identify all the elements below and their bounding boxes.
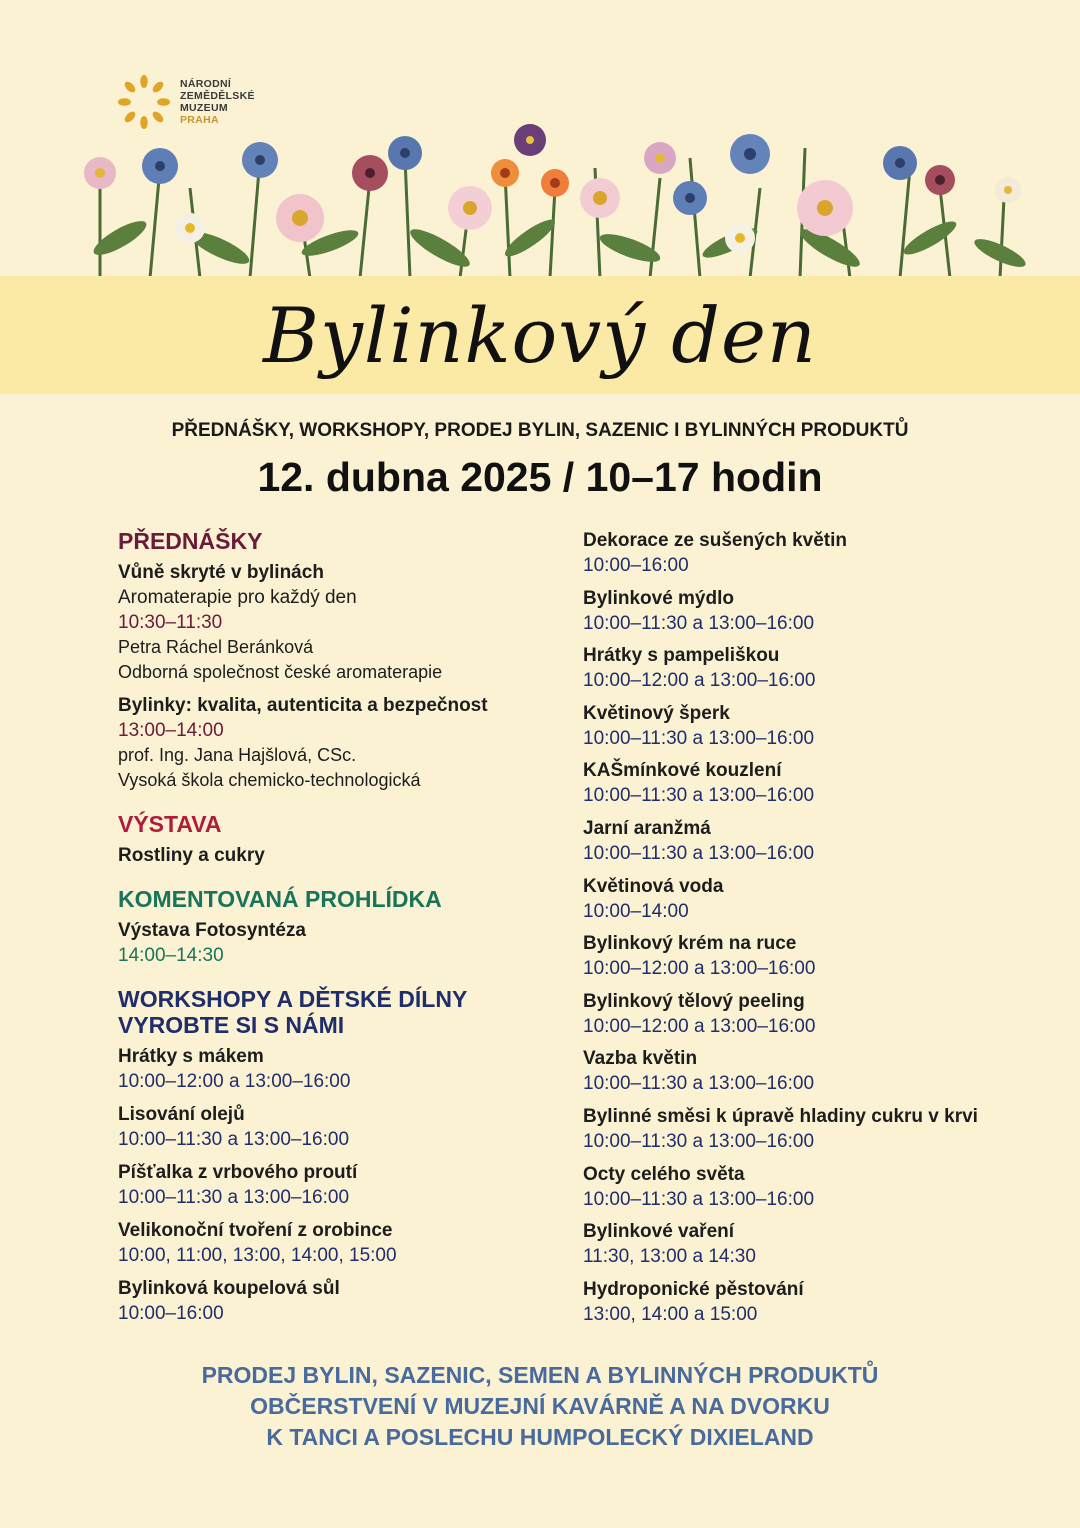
workshop-item	[583, 1162, 1023, 1220]
event-date: 12. dubna 2025 / 10–17 hodin	[257, 454, 823, 500]
workshop-item	[583, 701, 1023, 759]
footer-line-1: PRODEJ BYLIN, SAZENIC, SEMEN A BYLINNÝCH PRODUKTŮ	[201, 1362, 879, 1388]
exhibition-title: Rostliny a cukry	[118, 845, 265, 866]
footer-line-3: K TANCI A POSLECHU HUMPOLECKÝ DIXIELAND	[266, 1424, 814, 1450]
lecture-subtitle: Aromaterapie pro každý den	[118, 587, 357, 608]
workshop-title: Hrátky s pampeliškou	[583, 645, 780, 667]
workshop-title: Květinový šperk	[583, 702, 730, 724]
workshop-item	[583, 1219, 1023, 1277]
lecture-title: Vůně skryté v bylinách	[118, 562, 324, 583]
workshop-item	[583, 874, 1023, 932]
workshop-item	[583, 758, 1023, 816]
tour-title: Výstava Fotosyntéza	[118, 920, 306, 941]
workshop-time: 10:00–12:00 a 13:00–16:00	[583, 670, 816, 692]
workshop-time: 10:00–11:30 a 13:00–16:00	[583, 785, 815, 807]
workshop-title: Hydroponické pěstování	[583, 1278, 804, 1300]
lecture-item	[118, 560, 558, 685]
logo-line-4: PRAHA	[180, 114, 219, 126]
workshop-time: 10:00–14:00	[583, 900, 689, 922]
workshop-item	[583, 989, 1023, 1047]
workshop-time: 10:00–11:30 a 13:00–16:00	[583, 727, 815, 749]
workshop-title: Lisování olejů	[118, 1104, 245, 1125]
workshop-time: 10:00–11:30 a 13:00–16:00	[583, 1130, 815, 1152]
left-column	[118, 528, 558, 1326]
logo-line-3: MUZEUM	[180, 102, 228, 114]
exhibition-heading: VÝSTAVA	[118, 811, 222, 837]
lecture-speaker: prof. Ing. Jana Hajšlová, CSc.	[118, 745, 357, 765]
lecture-org: Odborná společnost české aromaterapie	[118, 662, 443, 682]
workshop-title: Píšťalka z vrbového proutí	[118, 1162, 358, 1183]
lecture-title: Bylinky: kvalita, autenticita a bezpečnost	[118, 695, 488, 716]
footer-info	[0, 1360, 1080, 1453]
workshop-title: Bylinkový tělový peeling	[583, 990, 805, 1012]
workshop-item	[118, 1160, 558, 1210]
workshop-item	[583, 1046, 1023, 1104]
workshop-item	[583, 931, 1023, 989]
workshop-time: 10:00–11:30 a 13:00–16:00	[118, 1187, 350, 1208]
logo-line-2: ZEMĚDĚLSKÉ	[180, 90, 255, 102]
lecture-org: Vysoká škola chemicko-technologická	[118, 770, 421, 790]
workshop-title: Květinová voda	[583, 875, 724, 897]
workshop-title: Velikonoční tvoření z orobince	[118, 1220, 393, 1241]
workshop-title: Bylinné směsi k úpravě hladiny cukru v krvi	[583, 1105, 978, 1127]
workshop-time: 10:00–11:30 a 13:00–16:00	[583, 612, 815, 634]
lecture-time: 10:30–11:30	[118, 612, 223, 633]
workshop-title: Hrátky s mákem	[118, 1046, 264, 1067]
workshop-title: Vazba květin	[583, 1048, 698, 1070]
workshop-time: 10:00–12:00 a 13:00–16:00	[583, 958, 816, 980]
tour-time: 14:00–14:30	[118, 945, 224, 966]
page-title: Bylinkový den	[263, 290, 817, 380]
workshop-time: 10:00–11:30 a 13:00–16:00	[118, 1129, 350, 1150]
workshop-time: 10:00–16:00	[118, 1303, 224, 1324]
workshop-item	[583, 1277, 1023, 1335]
right-column	[583, 528, 1023, 1334]
workshop-time: 10:00–11:30 a 13:00–16:00	[583, 1188, 815, 1210]
logo-line-1: NÁRODNÍ	[180, 78, 232, 90]
workshop-title: Bylinkové vaření	[583, 1221, 735, 1243]
workshop-item	[583, 816, 1023, 874]
lecture-item	[118, 693, 558, 793]
workshops-subheading: VYROBTE SI S NÁMI	[118, 1012, 345, 1038]
event-subtitle: PŘEDNÁŠKY, WORKSHOPY, PRODEJ BYLIN, SAZENIC I BYLINNÝCH PRODUKTŮ	[171, 420, 909, 441]
footer-line-2: OBČERSTVENÍ V MUZEJNÍ KAVÁRNĚ A NA DVORKU	[250, 1393, 830, 1419]
workshop-time: 10:00–16:00	[583, 555, 689, 576]
workshop-title: Jarní aranžmá	[583, 817, 711, 839]
lecture-speaker: Petra Ráchel Beránková	[118, 637, 314, 657]
workshop-item	[583, 586, 1023, 644]
workshops-heading: WORKSHOPY A DĚTSKÉ DÍLNY	[118, 986, 468, 1012]
lectures-heading: PŘEDNÁŠKY	[118, 528, 263, 554]
workshop-title: Bylinkový krém na ruce	[583, 933, 797, 955]
workshop-title: Bylinková koupelová sůl	[118, 1278, 340, 1299]
tour-heading: KOMENTOVANÁ PROHLÍDKA	[118, 886, 442, 912]
workshop-item	[118, 1276, 558, 1326]
workshop-time: 11:30, 13:00 a 14:30	[583, 1246, 756, 1268]
workshop-item	[118, 1044, 558, 1094]
workshop-title: Octy celého světa	[583, 1163, 745, 1185]
workshop-time: 10:00–12:00 a 13:00–16:00	[118, 1071, 351, 1092]
workshop-time: 13:00, 14:00 a 15:00	[583, 1303, 758, 1325]
workshop-item	[118, 1102, 558, 1152]
lecture-time: 13:00–14:00	[118, 720, 224, 741]
flower-border-illustration	[60, 118, 1040, 280]
workshop-time: 10:00–11:30 a 13:00–16:00	[583, 1073, 815, 1095]
workshop-item	[583, 1104, 1023, 1162]
workshop-title: KAŠmínkové kouzlení	[583, 760, 782, 782]
workshop-time: 10:00–11:30 a 13:00–16:00	[583, 842, 815, 864]
workshop-item	[583, 643, 1023, 701]
workshop-item	[118, 1218, 558, 1268]
workshop-item	[583, 528, 1023, 586]
workshop-time: 10:00, 11:00, 13:00, 14:00, 15:00	[118, 1245, 397, 1266]
workshop-title: Bylinkové mýdlo	[583, 587, 734, 609]
workshop-title: Dekorace ze sušených květin	[583, 530, 848, 551]
workshop-time: 10:00–12:00 a 13:00–16:00	[583, 1015, 816, 1037]
